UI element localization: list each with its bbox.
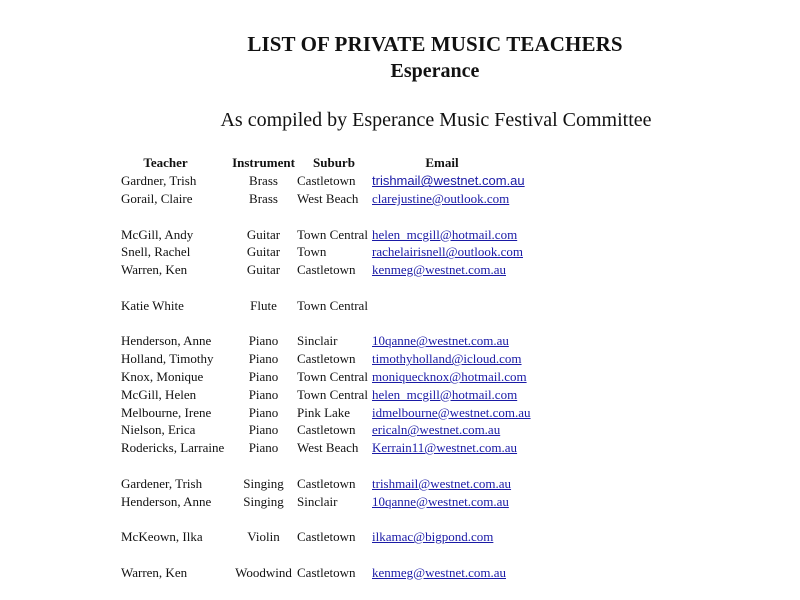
email-cell (372, 474, 552, 492)
instrument: Singing (243, 493, 284, 509)
suburb: Castletown (297, 262, 356, 278)
instrument: Piano (248, 386, 279, 402)
table-row (121, 368, 552, 386)
email-link[interactable]: moniquecknox@hotmail.com (372, 368, 527, 384)
email-link[interactable]: idmelbourne@westnet.com.au (372, 404, 531, 420)
suburb: Town (297, 244, 327, 260)
suburb: Sinclair (297, 493, 338, 509)
group-spacer (121, 279, 552, 297)
group-spacer (121, 207, 552, 225)
table-row (121, 225, 552, 243)
instrument: Piano (248, 404, 279, 420)
teacher-name: Warren, Ken (121, 564, 188, 580)
email-cell (372, 332, 552, 350)
table-row (121, 474, 552, 492)
group-spacer (121, 457, 552, 475)
email-link[interactable]: helen_mcgill@hotmail.com (372, 226, 518, 242)
teacher-name: Rodericks, Larraine (121, 440, 225, 456)
table-row (121, 528, 552, 546)
email-link[interactable]: ericaln@westnet.com.au (372, 422, 501, 438)
instrument: Piano (248, 368, 279, 384)
instrument: Flute (250, 297, 277, 313)
table-row (121, 332, 552, 350)
document-title: LIST OF PRIVATE MUSIC TEACHERS (247, 32, 623, 56)
suburb: West Beach (297, 190, 359, 206)
email-link[interactable]: rachelairisnell@outlook.com (372, 244, 523, 260)
suburb: Pink Lake (297, 404, 351, 420)
email-link[interactable]: 10qanne@westnet.com.au (372, 493, 509, 509)
group-spacer (121, 546, 552, 564)
instrument: Guitar (246, 262, 281, 278)
table-row (121, 492, 552, 510)
spacer-cell (121, 314, 552, 332)
teacher-name: Henderson, Anne (121, 333, 212, 349)
suburb: Castletown (297, 422, 356, 438)
table-row (121, 172, 552, 190)
suburb: Sinclair (297, 333, 338, 349)
email-cell (372, 261, 552, 279)
table-row (121, 243, 552, 261)
column-header-teacher: Teacher (143, 155, 188, 171)
spacer-cell (121, 546, 552, 564)
table-row (121, 385, 552, 403)
teacher-name: Henderson, Anne (121, 493, 212, 509)
table-row (121, 403, 552, 421)
table-row (121, 261, 552, 279)
instrument: Brass (249, 190, 278, 206)
table-row (121, 421, 552, 439)
email-link[interactable]: kenmeg@westnet.com.au (372, 564, 506, 580)
email-link[interactable]: 10qanne@westnet.com.au (372, 333, 509, 349)
teacher-name: Snell, Rachel (121, 244, 191, 260)
instrument: Piano (248, 351, 279, 367)
email-link[interactable]: clarejustine@outlook.com (372, 190, 510, 206)
email-cell (372, 563, 552, 581)
table-row (121, 563, 552, 581)
teacher-name: Nielson, Erica (121, 422, 196, 438)
teacher-name: Holland, Timothy (121, 351, 214, 367)
email-link[interactable]: ilkamac@bigpond.com (372, 529, 494, 545)
teacher-rows (121, 172, 552, 581)
email-cell (372, 439, 552, 457)
suburb: Castletown (297, 173, 356, 189)
column-header-suburb: Suburb (313, 155, 355, 171)
instrument: Violin (247, 529, 280, 545)
email-cell (372, 243, 552, 261)
column-header-instrument: Instrument (232, 155, 295, 171)
email-cell (372, 225, 552, 243)
email-cell (372, 403, 552, 421)
teacher-name: Knox, Monique (121, 368, 204, 384)
instrument: Guitar (246, 244, 281, 260)
email-cell (372, 296, 552, 314)
table-row (121, 350, 552, 368)
instrument: Brass (249, 173, 278, 189)
email-link[interactable]: Kerrain11@westnet.com.au (372, 440, 518, 456)
email-link[interactable]: trishmail@westnet.com.au (372, 475, 512, 491)
email-link[interactable]: helen_mcgill@hotmail.com (372, 386, 518, 402)
suburb: Town Central (297, 297, 368, 313)
spacer-cell (121, 279, 552, 297)
document-subtitle: Esperance (390, 60, 480, 82)
suburb: Castletown (297, 529, 356, 545)
table-header-row (121, 154, 552, 172)
email-cell (372, 492, 552, 510)
teacher-name: Gardner, Trish (121, 173, 197, 189)
suburb: Town Central (297, 368, 368, 384)
email-cell (372, 385, 552, 403)
instrument: Woodwind (235, 564, 292, 580)
suburb: Castletown (297, 475, 356, 491)
instrument: Piano (248, 422, 279, 438)
spacer-cell (121, 207, 552, 225)
teacher-name: McGill, Helen (121, 386, 197, 402)
email-cell (372, 350, 552, 368)
spacer-cell (121, 457, 552, 475)
teacher-name: McKeown, Ilka (121, 529, 203, 545)
table-row (121, 439, 552, 457)
group-spacer (121, 510, 552, 528)
instrument: Singing (243, 475, 284, 491)
instrument: Guitar (246, 226, 281, 242)
email-link[interactable]: timothyholland@icloud.com (372, 351, 522, 367)
teacher-name: Warren, Ken (121, 262, 188, 278)
email-cell (372, 368, 552, 386)
table-row (121, 296, 552, 314)
teacher-name: Gardener, Trish (121, 475, 203, 491)
table-row (121, 190, 552, 208)
instrument: Piano (248, 440, 279, 456)
spacer-cell (121, 510, 552, 528)
teachers-table (121, 154, 552, 581)
compiled-by-line: As compiled by Esperance Music Festival Committee (220, 109, 652, 131)
email-link[interactable]: kenmeg@westnet.com.au (372, 262, 506, 278)
instrument: Piano (248, 333, 279, 349)
suburb: Castletown (297, 564, 356, 580)
teacher-name: McGill, Andy (121, 226, 194, 242)
suburb: Town Central (297, 386, 368, 402)
suburb: Town Central (297, 226, 368, 242)
teacher-name: Melbourne, Irene (121, 404, 212, 420)
teacher-name: Gorail, Claire (121, 190, 193, 206)
suburb: Castletown (297, 351, 356, 367)
email-cell (372, 190, 552, 208)
email-cell (372, 172, 552, 190)
suburb: West Beach (297, 440, 359, 456)
group-spacer (121, 314, 552, 332)
teacher-name: Katie White (121, 297, 184, 313)
email-link[interactable]: trishmail@westnet.com.au (372, 173, 525, 189)
email-cell (372, 421, 552, 439)
column-header-email: Email (425, 155, 459, 171)
email-cell (372, 528, 552, 546)
